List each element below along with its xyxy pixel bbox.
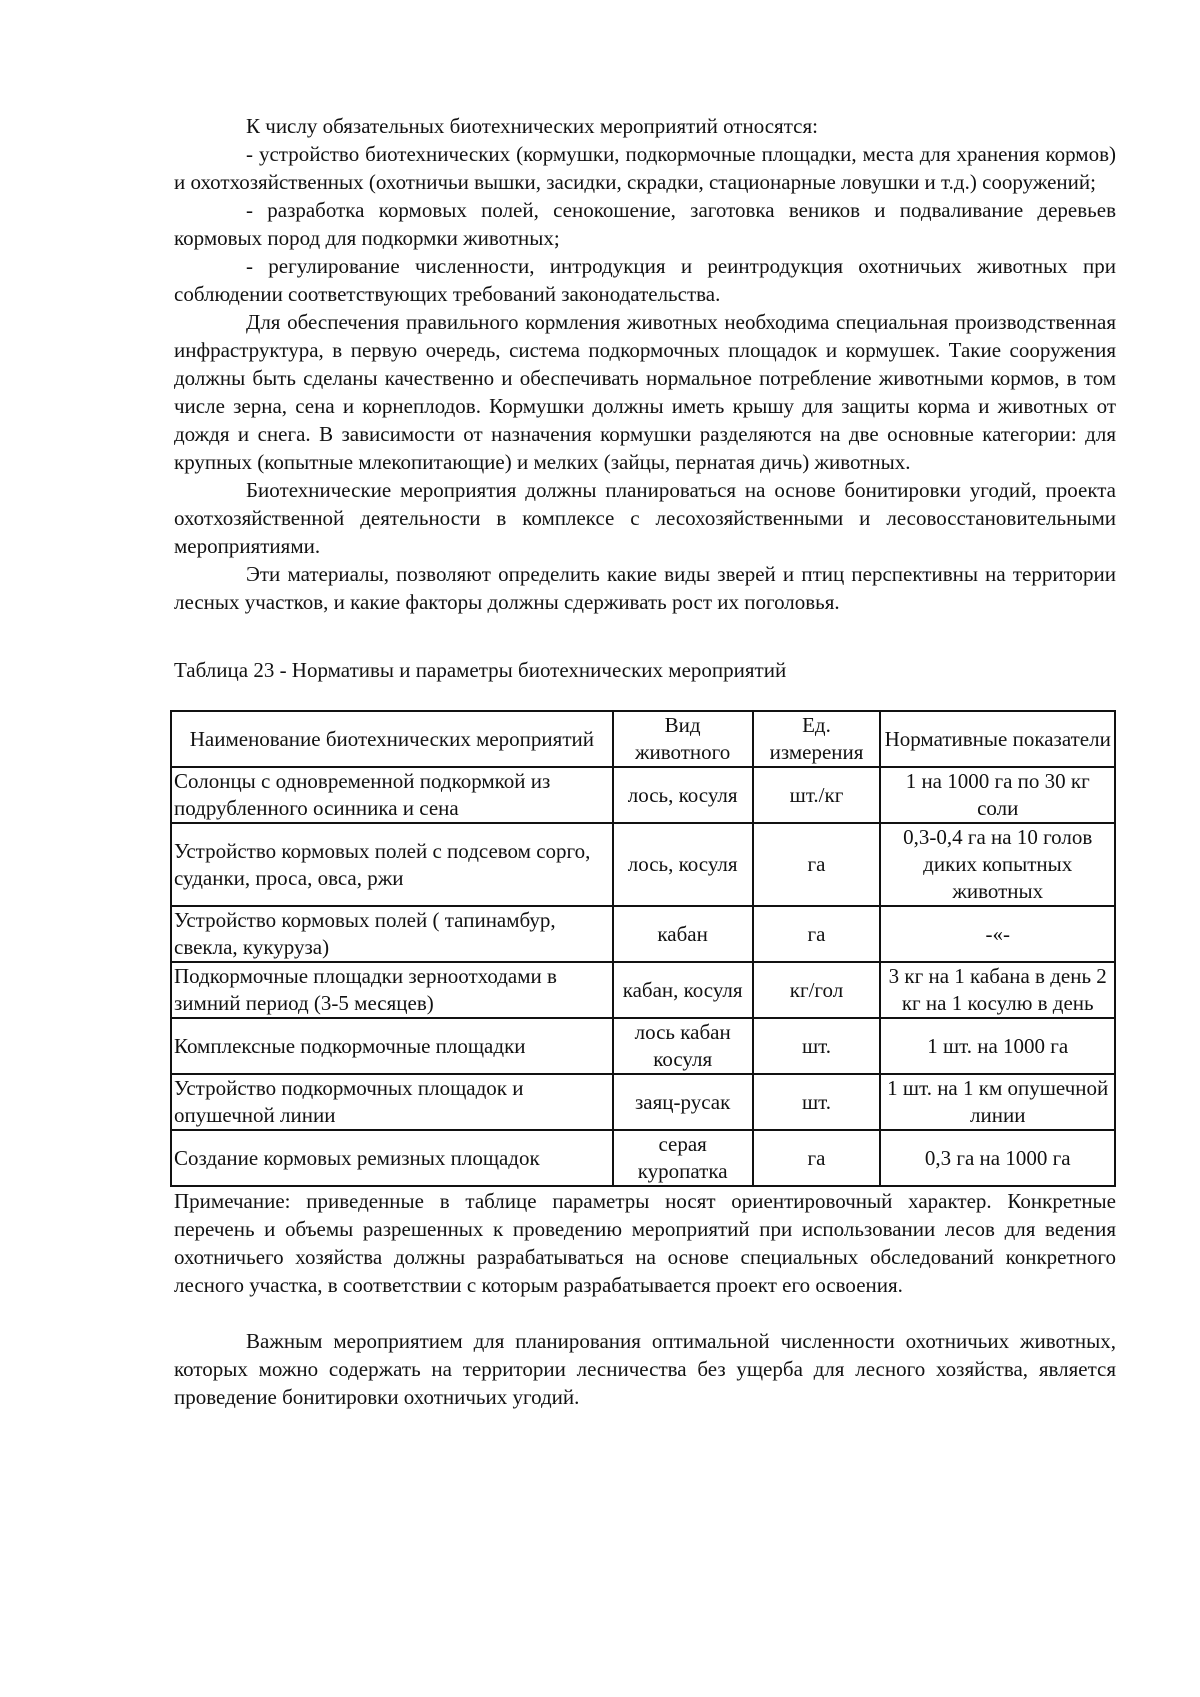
table-header-row bbox=[171, 711, 1115, 767]
table-cell: 3 кг на 1 кабана в день 2 кг на 1 косулю в день bbox=[880, 962, 1115, 1018]
table-caption: Таблица 23 - Нормативы и параметры биотехнических мероприятий bbox=[174, 658, 787, 682]
table-cell: лось, косуля bbox=[613, 767, 753, 823]
table-cell: кабан, косуля bbox=[613, 962, 753, 1018]
column-header: Наименование биотехнических мероприятий bbox=[171, 711, 613, 767]
column-header: Ед. измерения bbox=[753, 711, 881, 767]
table-cell: шт./кг bbox=[753, 767, 881, 823]
table-row bbox=[171, 1074, 1115, 1130]
table-row bbox=[171, 1018, 1115, 1074]
table-cell: лось, косуля bbox=[613, 823, 753, 906]
table-cell: 1 шт. на 1 км опушечной линии bbox=[880, 1074, 1115, 1130]
table-row bbox=[171, 767, 1115, 823]
table-cell: 1 на 1000 га по 30 кг соли bbox=[880, 767, 1115, 823]
table-cell: 1 шт. на 1000 га bbox=[880, 1018, 1115, 1074]
norms-table bbox=[170, 710, 1116, 1187]
table-cell: Создание кормовых ремизных площадок bbox=[171, 1130, 613, 1186]
table-cell: Солонцы с одновременной подкормкой из подрубленного осинника и сена bbox=[171, 767, 613, 823]
table-cell: Устройство кормовых полей ( тапинамбур, свекла, кукуруза) bbox=[171, 906, 613, 962]
paragraph-item-1: - устройство биотехнических (кормушки, подкормочные площадки, места для хранения кормов) и охотхозяйственных (охотничьи вышки, засидки, скрадки, стационарные ловушки и т.д.) сооружений; bbox=[174, 142, 1116, 194]
table-cell: Комплексные подкормочные площадки bbox=[171, 1018, 613, 1074]
table-cell: га bbox=[753, 1130, 881, 1186]
table-cell: лось кабан косуля bbox=[613, 1018, 753, 1074]
paragraph-item-2: - разработка кормовых полей, сенокошение, заготовка веников и подваливание деревьев кормовых пород для подкормки животных; bbox=[174, 198, 1116, 250]
table-row bbox=[171, 1130, 1115, 1186]
table-cell: шт. bbox=[753, 1074, 881, 1130]
table-cell: кабан bbox=[613, 906, 753, 962]
paragraph-planning: Биотехнические мероприятия должны планироваться на основе бонитировки угодий, проекта охотхозяйственной деятельности в комплексе с лесохозяйственными и лесовосстановительными мероприятиями. bbox=[174, 478, 1116, 558]
table-cell: 0,3 га на 1000 га bbox=[880, 1130, 1115, 1186]
table-cell: шт. bbox=[753, 1018, 881, 1074]
table-note: Примечание: приведенные в таблице параметры носят ориентировочный характер. Конкретные перечень и объемы разрешенных к проведению мероприятий при использовании лесов для ведения охотничьего хозяйства должны разрабатываться на основе специальных обследований конкретного лесного участка, в соответствии с которым разрабатывается проект его освоения. bbox=[174, 1189, 1116, 1297]
table-cell: Устройство подкормочных площадок и опушечной линии bbox=[171, 1074, 613, 1130]
table-cell: Устройство кормовых полей с подсевом сорго, суданки, проса, овса, ржи bbox=[171, 823, 613, 906]
table-cell: кг/гол bbox=[753, 962, 881, 1018]
table-cell: серая куропатка bbox=[613, 1130, 753, 1186]
table-cell: га bbox=[753, 906, 881, 962]
table-cell: 0,3-0,4 га на 10 голов диких копытных животных bbox=[880, 823, 1115, 906]
paragraph-bonitation: Важным мероприятием для планирования оптимальной численности охотничьих животных, которых можно содержать на территории лесничества без ущерба для лесного хозяйства, является проведение бонитировки охотничьих угодий. bbox=[174, 1329, 1116, 1409]
table-cell: га bbox=[753, 823, 881, 906]
table-row bbox=[171, 962, 1115, 1018]
paragraph-item-3: - регулирование численности, интродукция и реинтродукция охотничьих животных при соблюдении соответствующих требований законодательства. bbox=[174, 254, 1116, 306]
spacer bbox=[174, 1299, 1116, 1327]
column-header: Вид животного bbox=[613, 711, 753, 767]
table-cell: Подкормочные площадки зерноотходами в зимний период (3-5 месяцев) bbox=[171, 962, 613, 1018]
paragraph-materials: Эти материалы, позволяют определить какие виды зверей и птиц перспективны на территории лесных участков, и какие факторы должны сдерживать рост их поголовья. bbox=[174, 562, 1116, 614]
column-header: Нормативные показатели bbox=[880, 711, 1115, 767]
table-row bbox=[171, 823, 1115, 906]
table-cell: -«- bbox=[880, 906, 1115, 962]
paragraph-intro: К числу обязательных биотехнических мероприятий относятся: bbox=[246, 114, 818, 138]
paragraph-infrastructure: Для обеспечения правильного кормления животных необходима специальная производственная инфраструктура, в первую очередь, система подкормочных площадок и кормушек. Такие сооружения должны быть сделаны качественно и обеспечивать нормальное потребление животными кормов, в том числе зерна, сена и корнеплодов. Кормушки должны иметь крышу для защиты корма и животных от дождя и снега. В зависимости от назначения кормушки разделяются на две основные категории: для крупных (копытные млекопитающие) и мелких (зайцы, пернатая дичь) животных. bbox=[174, 310, 1116, 474]
table-row bbox=[171, 906, 1115, 962]
table-cell: заяц-русак bbox=[613, 1074, 753, 1130]
document-page bbox=[174, 112, 1116, 1411]
